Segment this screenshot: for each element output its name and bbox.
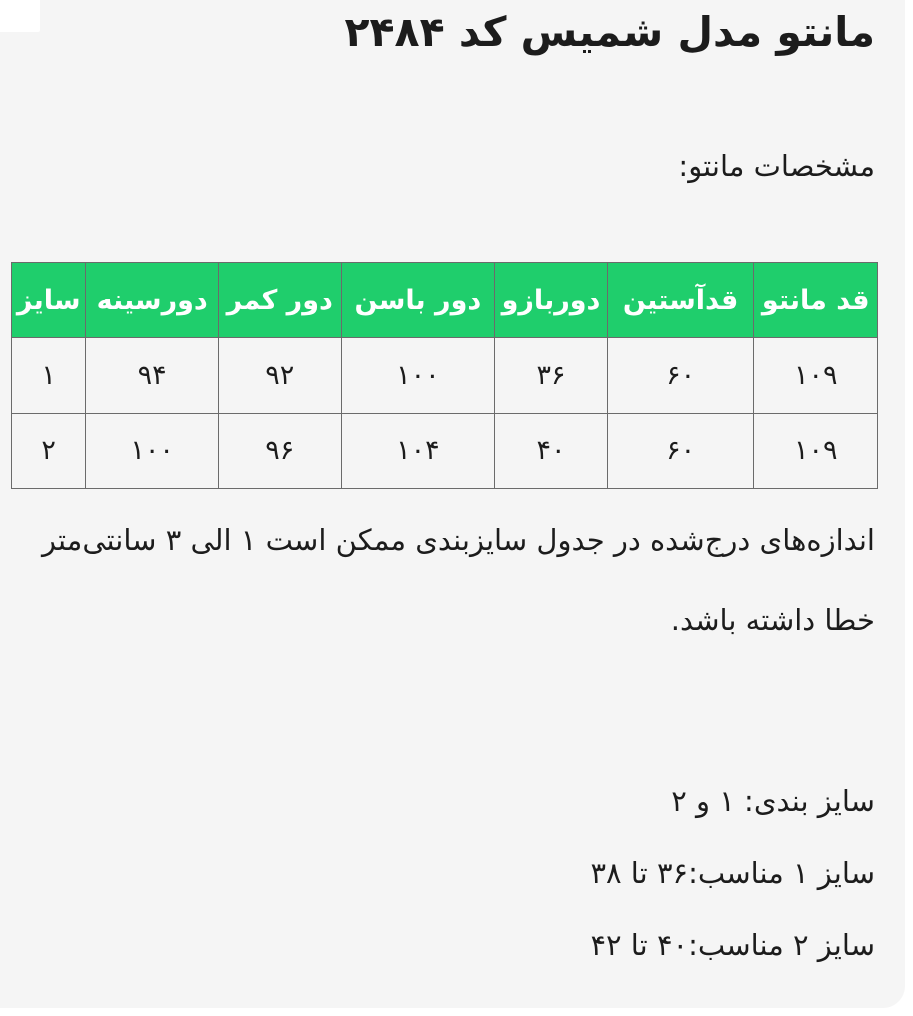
table-cell: ۱۰۰	[86, 413, 219, 489]
size1-fit: سایز ۱ مناسب:۳۶ تا ۳۸	[590, 856, 875, 890]
size2-fit: سایز ۲ مناسب:۴۰ تا ۴۲	[590, 928, 875, 962]
size-table-header-row	[12, 263, 878, 338]
sizing-error-note: اندازه‌های درج‌شده در جدول سایزبندی ممکن است ۱ الی ۳ سانتی‌متر خطا داشته باشد.	[42, 523, 875, 637]
table-cell: ۱۰۹	[754, 413, 878, 489]
header-coat-length: قد مانتو	[754, 263, 878, 338]
table-cell: ۹۴	[86, 338, 219, 414]
table-cell: ۶۰	[607, 413, 754, 489]
table-cell: ۹۶	[218, 413, 341, 489]
table-cell: ۱	[12, 338, 86, 414]
table-cell: ۲	[12, 413, 86, 489]
size-table	[11, 262, 878, 489]
header-chest-circumference: دورسینه	[86, 263, 219, 338]
page-title: مانتو مدل شمیس کد ۲۴۸۴	[344, 8, 875, 56]
header-hip-circumference: دور باسن	[341, 263, 495, 338]
specs-heading: مشخصات مانتو:	[678, 149, 875, 183]
header-waist-circumference: دور کمر	[218, 263, 341, 338]
table-cell: ۹۲	[218, 338, 341, 414]
header-size: سایز	[12, 263, 86, 338]
table-row	[12, 338, 878, 414]
table-cell: ۱۰۴	[341, 413, 495, 489]
table-cell: ۱۰۹	[754, 338, 878, 414]
table-cell: ۴۰	[495, 413, 608, 489]
table-cell: ۶۰	[607, 338, 754, 414]
available-sizes: سایز بندی: ۱ و ۲	[671, 784, 875, 818]
header-sleeve-length: قدآستین	[607, 263, 754, 338]
table-row	[12, 413, 878, 489]
corner-blank	[0, 0, 40, 32]
table-cell: ۳۶	[495, 338, 608, 414]
table-cell: ۱۰۰	[341, 338, 495, 414]
header-arm-circumference: دوربازو	[495, 263, 608, 338]
